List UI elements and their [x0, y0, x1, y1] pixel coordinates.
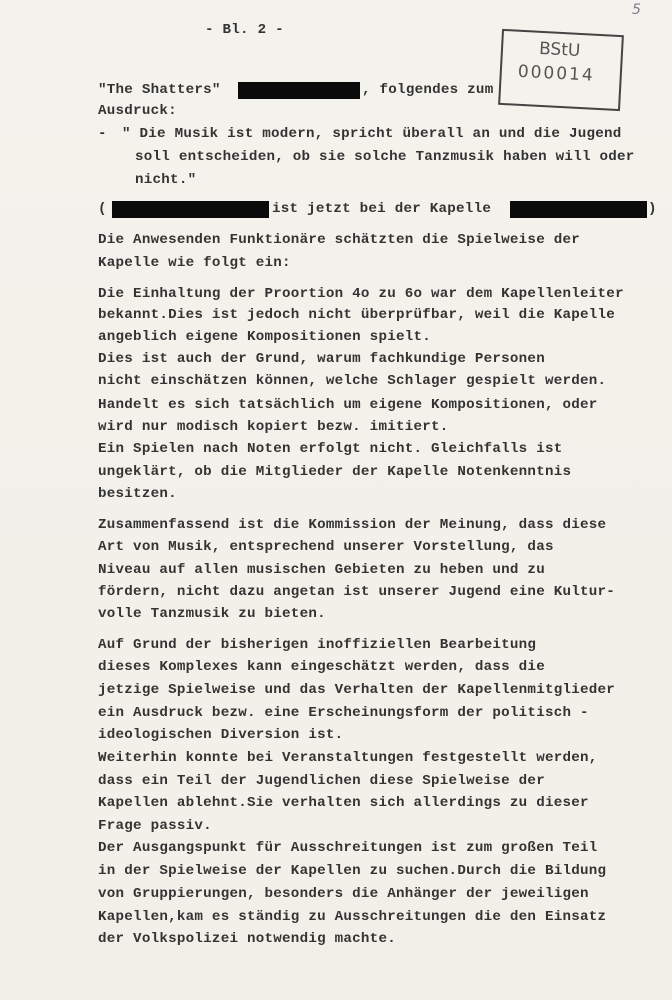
text-line: Kapellen ablehnt.Sie verhalten sich allerdings zu dieser — [98, 795, 589, 811]
text-line: Weiterhin konnte bei Veranstaltungen festgestellt werden, — [98, 750, 598, 766]
quote-line: nicht." — [135, 172, 197, 188]
text-line: wird nur modisch kopiert bezw. imitiert. — [98, 419, 449, 435]
bullet-dash: - — [98, 126, 107, 142]
stamp-org: BStU — [538, 38, 581, 61]
text-line: jetzige Spielweise und das Verhalten der Kapellenmitglieder — [98, 682, 616, 698]
text-line: Der Ausgangspunkt für Ausschreitungen ist zum großen Teil — [98, 840, 598, 856]
text-line: Niveau auf allen musischen Gebieten zu heben und zu — [98, 562, 545, 578]
text-line: Handelt es sich tatsächlich um eigene Kompositionen, oder — [98, 397, 598, 413]
text-line: dass ein Teil der Jugendlichen diese Spielweise der — [98, 773, 545, 789]
page-label: - Bl. 2 - — [205, 22, 284, 38]
text-line: in der Spielweise der Kapellen zu suchen.Durch die Bildung — [98, 863, 607, 879]
quote-line: soll entscheiden, ob sie solche Tanzmusik haben will oder — [135, 149, 635, 165]
redaction-bar — [510, 201, 647, 218]
quote-line: " Die Musik ist modern, spricht überall an und die Jugend — [122, 126, 622, 142]
text-line: bekannt.Dies ist jedoch nicht überprüfbar, weil die Kapelle — [98, 307, 616, 323]
text-line: Ausdruck: — [98, 103, 177, 119]
bracket-open: ( — [98, 201, 107, 217]
bstu-stamp — [498, 29, 624, 111]
text-line: ideologischen Diversion ist. — [98, 727, 344, 743]
corner-page-number: 5 — [632, 2, 641, 18]
text-line: Die Anwesenden Funktionäre schätzten die Spielweise der — [98, 232, 581, 248]
text-line: Art von Musik, entsprechend unserer Vorstellung, das — [98, 539, 554, 555]
text-line: angeblich eigene Kompositionen spielt. — [98, 329, 432, 345]
text-line: nicht einschätzen können, welche Schlager gespielt werden. — [98, 373, 607, 389]
text-line: Ein Spielen nach Noten erfolgt nicht. Gleichfalls ist — [98, 441, 563, 457]
text-line: Dies ist auch der Grund, warum fachkundige Personen — [98, 351, 545, 367]
text-line: ein Ausdruck bezw. eine Erscheinungsform der politisch - — [98, 705, 589, 721]
text-line: der Volkspolizei notwendig machte. — [98, 931, 396, 947]
text-line: fördern, nicht dazu angetan ist unserer Jugend eine Kultur- — [98, 584, 616, 600]
text-line: volle Tanzmusik zu bieten. — [98, 606, 326, 622]
text-line: besitzen. — [98, 486, 177, 502]
text-line: Frage passiv. — [98, 818, 212, 834]
text-line: dieses Komplexes kann eingeschätzt werden, dass die — [98, 659, 545, 675]
text-line: , folgendes zum — [362, 82, 494, 98]
text-line: "The Shatters" — [98, 82, 221, 98]
text-line: ungeklärt, ob die Mitglieder der Kapelle Notenkenntnis — [98, 464, 572, 480]
text-line: von Gruppierungen, besonders die Anhänger der jeweiligen — [98, 886, 589, 902]
text-line: Kapelle wie folgt ein: — [98, 255, 291, 271]
text-line: Die Einhaltung der Proortion 4o zu 6o war dem Kapellenleiter — [98, 286, 624, 302]
redaction-bar — [238, 82, 360, 99]
text-line: Auf Grund der bisherigen inoffiziellen Bearbeitung — [98, 637, 537, 653]
text-line: Kapellen,kam es ständig zu Ausschreitungen die den Einsatz — [98, 909, 607, 925]
stamp-number: 000014 — [517, 61, 596, 86]
text-line: ist jetzt bei der Kapelle — [272, 201, 492, 217]
redaction-bar — [112, 201, 269, 218]
bracket-close: ) — [648, 201, 657, 217]
text-line: Zusammenfassend ist die Kommission der Meinung, dass diese — [98, 517, 607, 533]
